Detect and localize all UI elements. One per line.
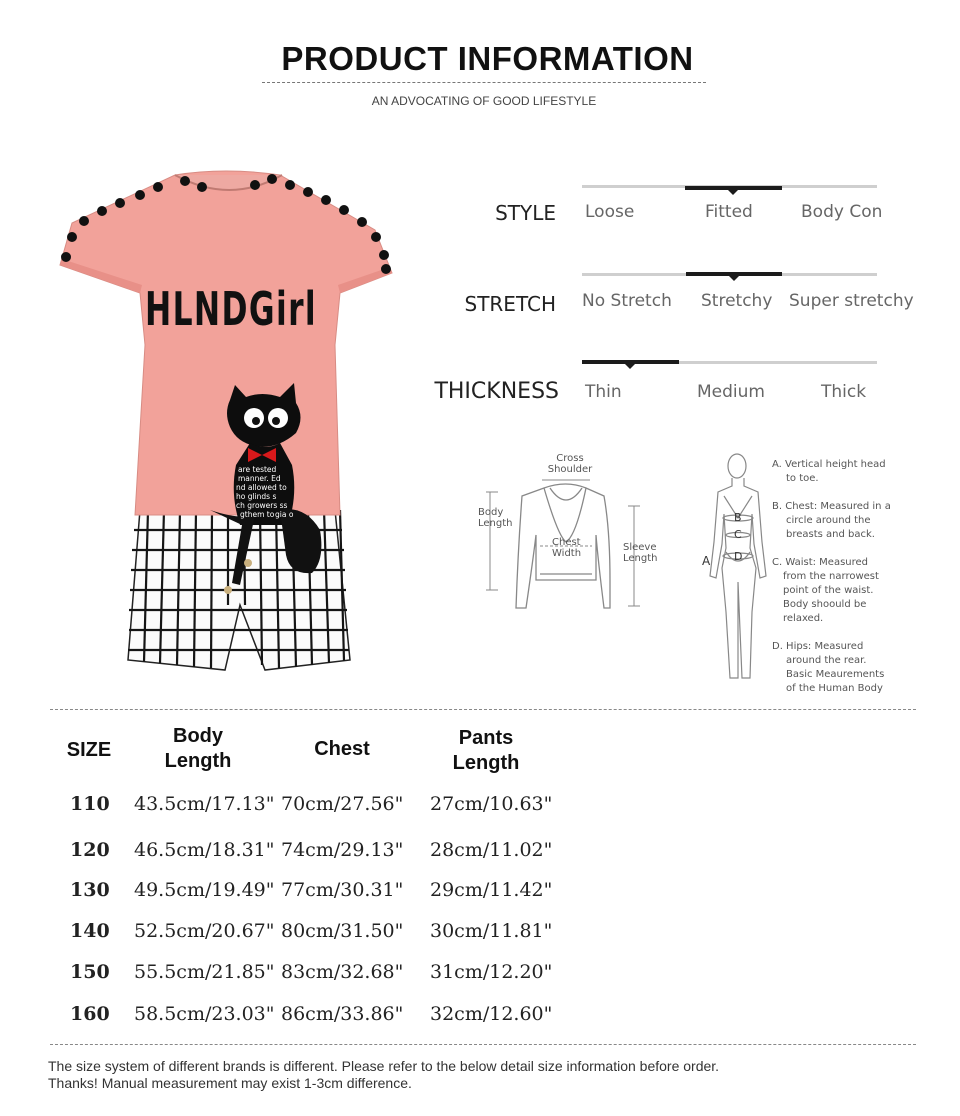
note-c: C. Waist: Measured from the narrowest point of the waist. Body shoould be relaxed. <box>772 557 879 624</box>
stretch-pointer-icon <box>729 276 739 281</box>
body-letter-d: D <box>734 550 743 563</box>
style-option-fitted: Fitted <box>705 202 753 222</box>
body-length-label: Body Length <box>478 507 513 529</box>
stretch-label: STRETCH <box>464 292 556 316</box>
header-body-length: Body Length <box>164 725 232 772</box>
row-size: 140 <box>70 920 110 942</box>
row-body-length: 55.5cm/21.85" <box>134 961 275 983</box>
thickness-pointer-icon <box>625 364 635 369</box>
note-d: D. Hips: Measured around the rear. Basic Meaurements of the Human Body <box>772 641 885 694</box>
row-pants-length: 28cm/11.02" <box>430 839 553 861</box>
svg-text:ho glinds s: ho glinds s <box>236 492 277 501</box>
shirt-print-text: HLNDGirl <box>145 282 317 336</box>
style-label: STYLE <box>495 201 556 225</box>
body-letter-a: A <box>702 554 711 568</box>
table-top-divider <box>50 709 916 710</box>
svg-text:ch growers ss: ch growers ss <box>236 501 288 510</box>
row-size: 130 <box>70 879 110 901</box>
body-letter-b: B <box>734 511 742 524</box>
row-size: 160 <box>70 1003 110 1025</box>
row-pants-length: 32cm/12.60" <box>430 1003 553 1025</box>
row-pants-length: 29cm/11.42" <box>430 879 553 901</box>
svg-text:gia o: gia o <box>275 510 294 519</box>
size-note: The size system of different brands is different. Please refer to the below detail size information before order. <box>48 1058 720 1074</box>
row-pants-length: 31cm/12.20" <box>430 961 553 983</box>
style-option-bodycon: Body Con <box>801 202 883 222</box>
thickness-label: THICKNESS <box>434 379 559 404</box>
thickness-option-thick: Thick <box>821 382 867 402</box>
header-size: SIZE <box>66 739 112 761</box>
row-chest: 74cm/29.13" <box>281 839 404 861</box>
row-pants-length: 30cm/11.81" <box>430 920 553 942</box>
row-size: 110 <box>70 793 110 815</box>
sleeve-length-label: Sleeve Length <box>623 542 658 564</box>
row-chest: 83cm/32.68" <box>281 961 404 983</box>
style-option-loose: Loose <box>585 202 635 222</box>
header-chest: Chest <box>314 738 370 760</box>
row-body-length: 52.5cm/20.67" <box>134 920 275 942</box>
row-size: 150 <box>70 961 110 983</box>
row-size: 120 <box>70 839 110 861</box>
row-chest: 70cm/27.56" <box>281 793 404 815</box>
body-figure <box>700 452 770 684</box>
page-title: PRODUCT INFORMATION <box>281 40 694 77</box>
style-pointer-icon <box>728 190 738 195</box>
chest-width-label: Chest Width <box>552 537 582 559</box>
svg-text:nd allowed to: nd allowed to <box>236 483 287 492</box>
thickness-option-thin: Thin <box>585 382 622 402</box>
svg-text:gthem to: gthem to <box>240 510 275 519</box>
body-letter-c: C <box>734 528 742 541</box>
svg-text:are tested: are tested <box>238 465 277 474</box>
thickness-option-medium: Medium <box>697 382 765 402</box>
title-divider <box>262 82 706 83</box>
pink-tshirt <box>60 171 392 515</box>
svg-text:manner. Ed: manner. Ed <box>238 474 281 483</box>
row-body-length: 46.5cm/18.31" <box>134 839 275 861</box>
page-subtitle: AN ADVOCATING OF GOOD LIFESTYLE <box>371 94 597 108</box>
row-chest: 86cm/33.86" <box>281 1003 404 1025</box>
stretch-option-none: No Stretch <box>582 291 672 311</box>
note-b: B. Chest: Measured in a circle around the breasts and back. <box>772 501 891 540</box>
row-pants-length: 27cm/10.63" <box>430 793 553 815</box>
stretch-option-super: Super stretchy <box>789 291 914 311</box>
stretch-option-stretchy: Stretchy <box>701 291 773 311</box>
row-chest: 80cm/31.50" <box>281 920 404 942</box>
product-image <box>50 165 400 685</box>
table-bottom-divider <box>50 1044 916 1045</box>
row-body-length: 43.5cm/17.13" <box>134 793 275 815</box>
note-a: A. Vertical height head to toe. <box>772 459 886 484</box>
row-body-length: 58.5cm/23.03" <box>134 1003 275 1025</box>
row-chest: 77cm/30.31" <box>281 879 404 901</box>
cross-shoulder-label: Cross Shoulder <box>547 453 593 475</box>
header-pants-length: Pants Length <box>452 727 520 774</box>
row-body-length: 49.5cm/19.49" <box>134 879 275 901</box>
measurement-note: Thanks! Manual measurement may exist 1-3cm difference. <box>48 1075 412 1091</box>
